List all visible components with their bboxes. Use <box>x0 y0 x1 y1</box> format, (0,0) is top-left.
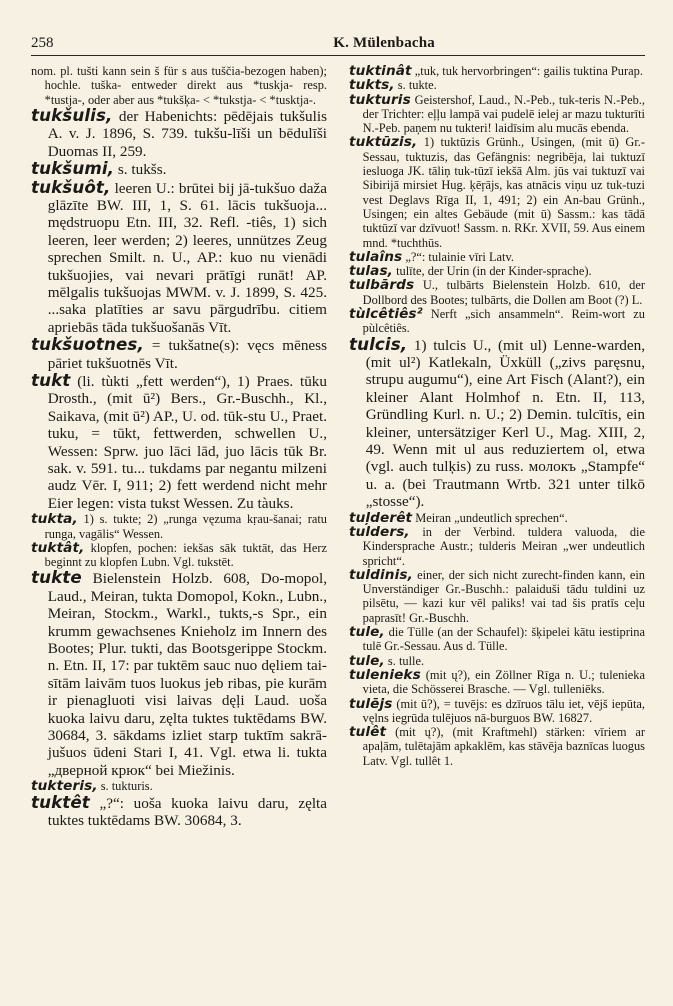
text-columns <box>31 64 645 829</box>
dictionary-entry <box>31 512 327 541</box>
entry-text: (mit ų?), (mit Kraftmehl) stärken: vīriem ar apaļām, tulētajām apkaklēm, kas stāvēja baznīcas luogus Latv. Vgl. tullêt 1. <box>362 725 645 768</box>
entry-headword: tukšuôt, <box>31 176 111 197</box>
page-header <box>31 30 645 56</box>
entry-text: s. tukturis. <box>100 779 153 794</box>
dictionary-entry <box>349 64 645 78</box>
entry-text: (li. tùkti „fett werden“), 1) Praes. tūku Drosth., (mit ū²) Bers., Gr.-Buschh., Kl., Saikava, (mit ū²) AP., U. od. tūk-stu U., Praet. tuku, = tūkt, fettwerden, schwellen U., Wessen: Sprw. juo lāci lād, juo lācis tūk Br. sak. v. 591. tu... tukdams par negantu milzeni audz Vēr. I, 911; 2) fett werdend nicht mehr Eier legen: vista tukst Wessen. Zu tàuks. <box>47 372 327 512</box>
entry-text: „?“: uoša kuoka laivu daru, zęlta tuktes tuktēdams BW. 30684, 3. <box>47 794 327 829</box>
entry-headword: tulaîns <box>349 248 403 265</box>
entry-headword: tule, <box>349 624 385 641</box>
dictionary-entry <box>349 135 645 249</box>
entry-headword: tukturis <box>349 91 411 108</box>
dictionary-entry <box>349 264 645 278</box>
entry-text: der Habenichts: pēdējais tukšulis A. v. J. 1896, S. 739. tukšu-līši un bēdulīši Duomas II, 259. <box>47 107 327 160</box>
entry-text: 1) tulcis U., (mit ul) Lenne-warden, (mit ul²) Katlekaln, Üxküll („zivs paręsnu, strupu augumu“), eine Art Fisch (Alant?), ein kleiner Alant Holmhof n. Etn. II, 113, Gründling Kurl. n. U.; 2) Demin. tulcītis, ein kleiner, untersätziger Kerl U., Mag. XIII, 2, 49. Wenn mit ul aus reduziertem ol, etwa (vgl. auch tulķis) zu russ. молокъ „Stampfe“ u. a. (bei Trautmann Wrtb. 321 unter tilkō „stosse“). <box>365 336 645 511</box>
entry-headword: tukt <box>31 369 71 390</box>
dictionary-entry <box>31 104 327 160</box>
dictionary-entry <box>349 93 645 136</box>
running-title: K. Mülenbacha <box>333 35 435 51</box>
dictionary-entry <box>349 333 645 511</box>
entry-headword: tuktinât <box>349 64 412 79</box>
entry-headword: tukšumi, <box>31 158 115 179</box>
dictionary-entry <box>349 697 645 726</box>
entry-text: U., tulbārts Bielenstein Holzb. 610, der Dollbord des Bootes; tulbārts, die Dollen am Boot (?) L. <box>362 278 645 307</box>
dictionary-entry <box>349 78 645 92</box>
entry-headword: tulders, <box>349 524 410 540</box>
entry-headword: tuktât, <box>31 539 85 556</box>
dictionary-entry <box>349 250 645 264</box>
entry-text: 1) s. tukte; 2) „runga vęzuma kṛau-šanai; ratu runga, vagālis“ Wessen. <box>44 512 327 541</box>
entry-headword: tuktūzis, <box>349 134 418 151</box>
dictionary-entry <box>349 278 645 307</box>
entry-headword: tùlcêtiês² <box>349 306 423 323</box>
entry-text: 1) tuktūzis Grünh., Usingen, (mit ū) Gr.-Sessau, tuktuzis, das Gefängnis: negribēja, lai tuktuzī iesluoga JK. tāliņ tuk-tūzī iekšā Alm. jūs vai tuktuzī vai Sibirijā mirsiet Hug. ķēŗājs, kas atnācis viņu uz tuk-tuzi vest Deglavs Rīga II, 1, 491; 2) ein An-bau Grünh., Usingen; ein altes Gebäude (mit ū) Sassm.: kas tādā tuktūzī var dzīvuot! Sassm. n. RKr. XVII, 59. Aus einem mnd. *tuchthūs. <box>362 135 645 250</box>
entry-text: s. tukte. <box>397 78 437 93</box>
dictionary-entry <box>31 64 327 107</box>
entry-text: leeren U.: brūtei bij jā-tukšuo daža glāzīte BW. III, 1, S. 61. lācis tukšuoja... mędstruopu Etn. III, 32. Refl. -tiês, 1) sich leeren, leer werden; 2) leeres, unnützes Zeug sprechen Smilt. n. U., AP.: kuo nu vienādi tukšuojies, vai nevari prātīgi runāt! AP. mēlgalis tukšuojas MWM. v. J. 1899, S. 425. ...saka platīties ar savu pārgudrību. citiem apriebās tāda tukšuošanās Vīt. <box>47 179 327 336</box>
entry-headword: tukta, <box>31 511 78 528</box>
entry-headword: tukšuotnes, <box>31 334 144 355</box>
entry-headword: tule, <box>349 652 385 669</box>
entry-text: „?“: tulainie vīri Latv. <box>405 249 514 264</box>
left-column <box>31 64 327 829</box>
entry-text: s. tukšs. <box>117 161 167 179</box>
entry-headword: tuldinis, <box>349 566 413 583</box>
entry-headword: tukte <box>31 567 82 588</box>
entry-text: Geistershof, Laud., N.-Peb., tuk-teris N.-Peb., der Trichter: eļļu lampā vai pudelē ielej ar mazu tukturīti N.-Peb. paņem nu tukteri! laidīsim alu mucās ebenda. <box>362 92 645 136</box>
entry-text: Meiran „undeutlich sprechen“. <box>415 510 568 525</box>
entry-text: (mit ų?), ein Zöllner Rīga n. U.; tulenieka vieta, die Schösserei Brasche. — Vgl. tulleniēks. <box>362 667 645 697</box>
entry-text: die Tülle (an der Schaufel): šķipelei kātu iestiprina tulē Gr.-Sessau. Aus d. Tülle. <box>362 625 645 654</box>
entry-headword: tulējs <box>349 695 393 712</box>
entry-headword: tuļderêt <box>349 509 413 526</box>
entry-text: in der Verbind. tuldera valuoda, die Kindersprache Austr.; tulderis Meiran „wer undeutlich spricht“. <box>362 525 645 568</box>
dictionary-entry <box>349 525 645 568</box>
entry-text: klopfen, pochen: iekšas sāk tuktāt, das Herz beginnt zu klopfen Lubn. Vgl. tukstēt. <box>44 540 327 570</box>
entry-text: (mit ū?), = tuvējs: es dzīruos tālu iet, vējš iepūta, vęlns iegrūda tulējuos nā-burguos BW. 16827. <box>362 696 645 725</box>
entry-text: „tuk, tuk hervorbringen“: gailis tuktina Purap. <box>414 64 643 78</box>
dictionary-entry <box>349 511 645 525</box>
entry-headword: tukšulis, <box>31 104 113 125</box>
entry-text: = tukšatne(s): vęcs mēness pāriet tukšuotnēs Vīt. <box>47 337 327 372</box>
page-number: 258 <box>31 35 54 51</box>
entry-text: einer, der sich nicht zurecht-finden kann, ein Unverständiger Gr.-Buschh.: palaiduši tādu tuldini uz pilsētu, — kazi kur vēl paliks! vai tad šis pratīs ceļu paprasīt! Gr.-Buschh. <box>362 567 645 625</box>
dictionary-entry <box>349 625 645 654</box>
dictionary-entry <box>349 568 645 625</box>
dictionary-entry <box>349 307 645 336</box>
dictionary-entry <box>31 569 327 779</box>
dictionary-entry <box>31 176 327 337</box>
dictionary-entry <box>349 668 645 697</box>
entry-headword: tukteris, <box>31 778 98 795</box>
dictionary-entry <box>349 725 645 768</box>
entry-headword: tulbārds <box>349 277 415 294</box>
dictionary-entry <box>31 336 327 372</box>
entry-headword: tulcis, <box>349 333 408 354</box>
entry-text: tulīte, der Urin (in der Kinder-sprache). <box>396 264 592 279</box>
entry-text: Nerft „sich ansammeln“. Reim-wort zu pùlcêtiês. <box>362 307 645 336</box>
entry-headword: tukts, <box>349 77 395 94</box>
entry-headword: tulêt <box>349 724 387 741</box>
entry-text: nom. pl. tušti kann sein š für s aus tuščia-bezogen haben); hochle. tuška- entweder direkt aus *tuskja- resp. *tustja-, oder aber aus *tukšķa- < *tukstja- < *tusktja-. <box>31 64 327 107</box>
right-column <box>349 64 645 829</box>
dictionary-entry <box>349 654 645 668</box>
entry-headword: tuktêt <box>31 791 90 812</box>
entry-headword: tulenieks <box>349 666 421 683</box>
entry-text: Bielenstein Holzb. 608, Do-mopol, Laud., Meiran, tukta Domopol, Kokn., Lubn., Meiran, Stockm., Warkl., tukts,-s Spr., ein krumm gewachsenes Knieholz im Innern des Bootes; Plur. tukti, das Bootsgerippe Stockm. n. Etn. II, 17: par tuktēm sauc nuo dęliem tai-sītām laivām tuos luokus jeb ribas, pie kurām ir pienagluoti visi laivas dęļi Laud. uoša kuoka laivu daru, zęlta tuktes tuktēdams BW. 30684, 3. sākdams izliet starp tuktīm sakrā-jušuos ūdeni Stari I, 41. Vgl. etwa li. tukta „дверной крюк“ bei Miežinis. <box>47 570 327 779</box>
dictionary-entry <box>31 791 327 830</box>
entry-headword: tulas, <box>349 263 393 280</box>
dictionary-entry <box>31 541 327 570</box>
dictionary-entry <box>31 369 327 512</box>
entry-text: s. tulle. <box>387 653 425 668</box>
